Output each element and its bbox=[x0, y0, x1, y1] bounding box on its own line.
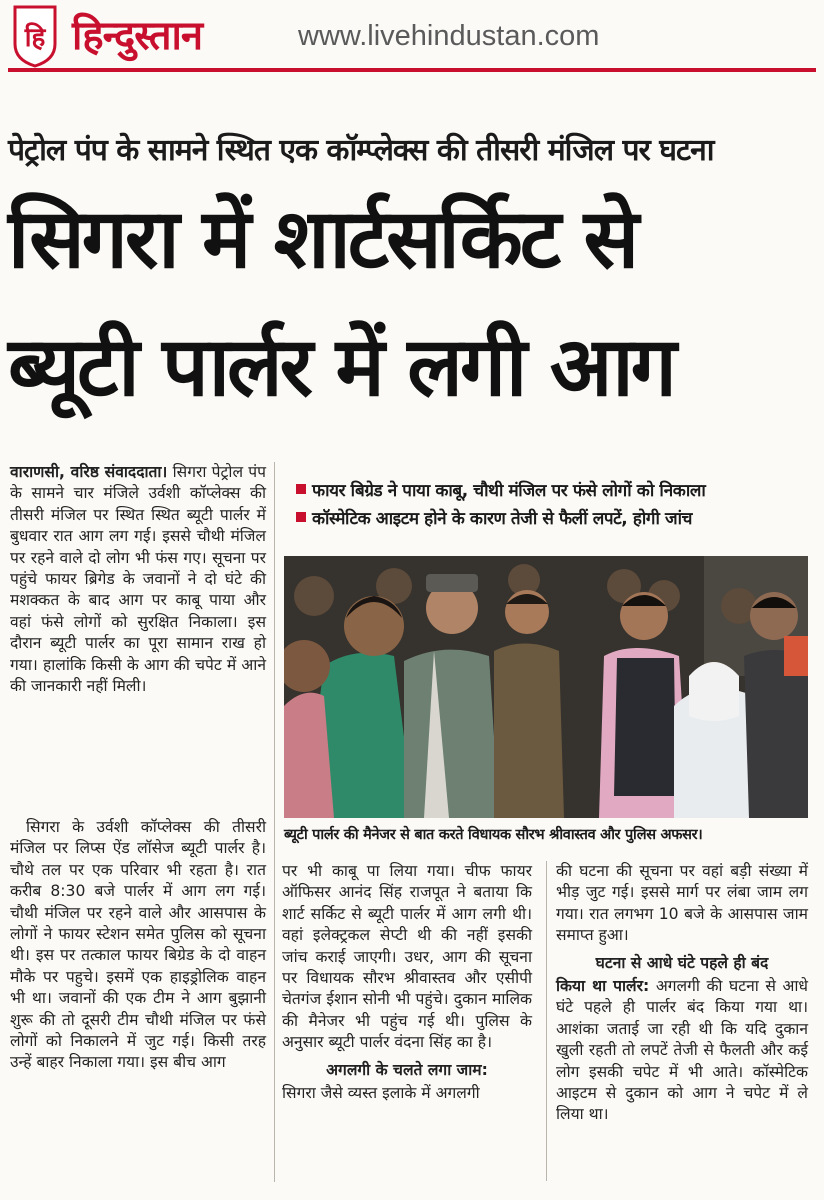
column-1-top bbox=[10, 462, 266, 697]
site-url[interactable]: www.livehindustan.com bbox=[298, 20, 600, 52]
subhead-parlor-closed: घटना से आधे घंटे पहले ही बंद bbox=[595, 953, 769, 972]
column-1-bottom bbox=[10, 817, 266, 1074]
brand-name: हिन्दुस्तान bbox=[72, 13, 203, 59]
paragraph-5: की घटना की सूचना पर वहां बड़ी संख्या में भीड़ जुट गई। इससे मार्ग पर लंबा जाम लग गया। रात लगभग 10 बजे के आसपास जाम समाप्त हुआ। bbox=[556, 862, 808, 945]
headline-line-2: ब्यूटी पार्लर में लगी आग bbox=[8, 320, 674, 415]
column-3 bbox=[556, 861, 808, 1126]
paragraph-3: पर भी काबू पा लिया गया। चीफ फायर ऑफिसर आनंद सिंह राजपूत ने बताया कि शार्ट सर्किट से ब्यूटी पार्लर में आग लगी थी। वहां इलेक्ट्रकल सेप्टी थी की नहीं इसकी जांच कराई जाएगी। उधर, आग की सूचना पर विधायक सौरभ श्रीवास्तव और एसीपी चेतगंज ईशान सोनी भी पहुंचे। दुकान मालिक की मैनेजर भी पहुंच गई थी। पुलिस के अनुसार ब्यूटी पार्लर वंदना सिंह का है। bbox=[282, 862, 532, 1052]
headline-line-1: सिगरा में शार्टसर्किट से bbox=[8, 192, 637, 287]
news-photo bbox=[284, 556, 808, 818]
highlight-item: कॉस्मेटिक आइटम होने के कारण तेजी से फैलीं लपटें, होगी जांच bbox=[290, 506, 812, 534]
subhead-parlor-closed-cont: किया था पार्लर: bbox=[556, 977, 650, 996]
bullet-square-icon bbox=[296, 484, 306, 494]
paragraph-4: सिगरा जैसे व्यस्त इलाके में अगलगी bbox=[282, 1084, 480, 1103]
photo-caption: ब्यूटी पार्लर की मैनेजर से बात करते विधायक सौरभ श्रीवास्तव और पुलिस अफसर। bbox=[284, 827, 703, 843]
bullet-square-icon bbox=[296, 512, 306, 522]
column-2 bbox=[282, 861, 532, 1104]
paragraph-6: अगलगी की घटना से आधे घंटे पहले ही पार्लर बंद किया गया था। आशंका जताई जा रही थी कि यदि दुकान खुली रहती तो लपटें तेजी से फैलती और कई लोग इसकी चपेट में भी आते। कॉस्मेटिक आइटम से दुकान को आग ने चपेट में ले लिया था। bbox=[556, 977, 808, 1124]
kicker: पेट्रोल पंप के सामने स्थित एक कॉम्प्लेक्स की तीसरी मंजिल पर घटना bbox=[8, 133, 714, 168]
column-rule bbox=[546, 861, 547, 1181]
highlight-item: फायर बिग्रेड ने पाया काबू, चौथी मंजिल पर फंसे लोगों को निकाला bbox=[290, 478, 812, 506]
paragraph-1: सिगरा पेट्रोल पंप के सामने चार मंजिले उर्वशी कॉप्लेक्स की तीसरी मंजिल पर स्थित स्थित ब्यूटी पार्लर में बुधवार रात आग लग गई। इससे चौथी मंजिल पर रहने वाले दो लोग भी फंस गए। सूचना पर पहुंचे फायर ब्रिगेड के जवानों ने दो घंटे की मशक्कत के बाद आग पर काबू पाया और वहां फंसे लोगों को सुरक्षित निकाला। इस दौरान ब्यूटी पार्लर का पूरा सामान राख हो गया। हालांकि किसी के आग की चपेट में आने की जानकारी नहीं मिली। bbox=[10, 463, 266, 696]
masthead bbox=[0, 0, 824, 74]
hindustan-logo-icon bbox=[12, 4, 58, 68]
logo-glyph: हि bbox=[24, 23, 46, 53]
byline: वाराणसी, वरिष्ठ संवाददाता। bbox=[10, 463, 168, 481]
subhead-traffic-jam: अगलगी के चलते लगा जाम: bbox=[326, 1060, 488, 1079]
masthead-divider bbox=[8, 68, 816, 72]
paragraph-2: सिगरा के उर्वशी कॉप्लेक्स की तीसरी मंजिल पर लिप्स ऐंड लॉसेज ब्यूटी पार्लर है। चौथे तल पर एक परिवार भी रहता है। रात करीब 8:30 बजे पार्लर में आग लग गई। चौथी मंजिल पर रहने वाले और आसपास के लोगों ने फायर स्टेशन समेत पुलिस को सूचना थी। इस पर तत्काल फायर बिग्रेड के दो वाहन मौके पर पहुचे। इसमें एक हाइड्रोलिक वाहन भी था। जवानों की एक टीम ने आग बुझानी शुरू की तो दूसरी टीम चौथी मंजिल पर फंसे लोगों को निकालने में जुट गई। किसी तरह उन्हें बाहर निकाला गया। इस बीच आग bbox=[10, 818, 266, 1072]
column-rule bbox=[274, 462, 275, 1182]
highlights bbox=[290, 478, 812, 534]
crowd-photo-illustration bbox=[284, 556, 808, 818]
